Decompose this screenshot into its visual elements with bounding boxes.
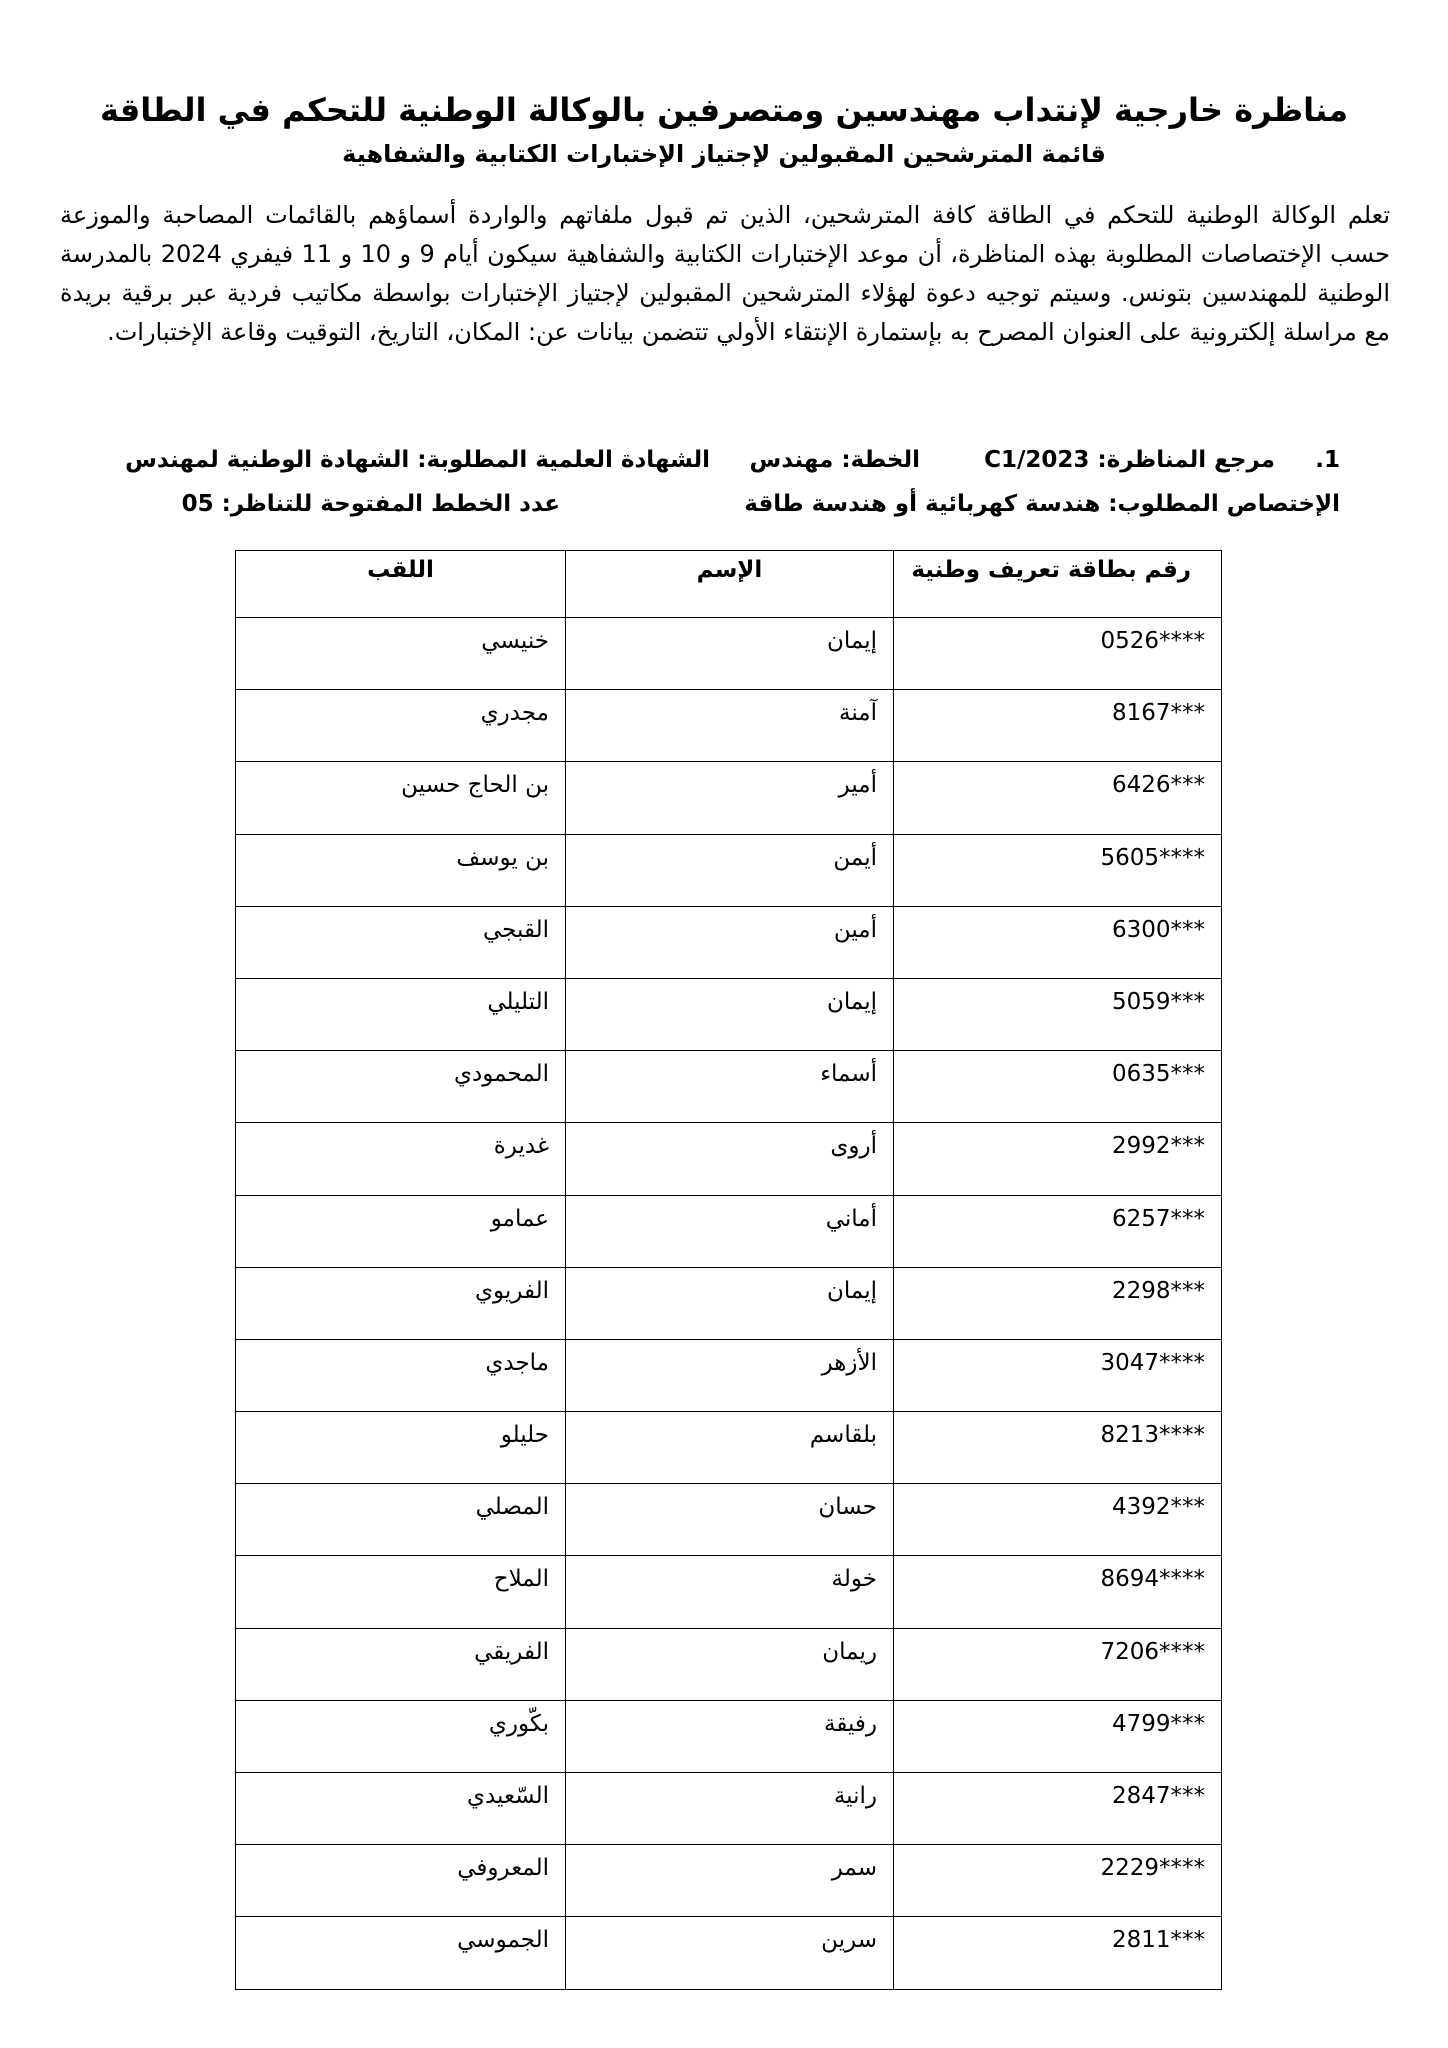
cell-id: 0635*** [894, 1051, 1222, 1123]
table-row [236, 1339, 1222, 1411]
cell-name: أروى [566, 1123, 894, 1195]
page-subtitle: قائمة المترشحين المقبولين لإجتياز الإختبارات الكتابية والشفاهية [342, 140, 1106, 168]
cell-surname: الجموسي [236, 1917, 566, 1989]
cell-name: أمين [566, 906, 894, 978]
cell-name: رفيقة [566, 1700, 894, 1772]
cell-name: إيمان [566, 978, 894, 1050]
cell-id: 8213**** [894, 1412, 1222, 1484]
cell-name: خولة [566, 1556, 894, 1628]
table-row [236, 834, 1222, 906]
table-row [236, 1051, 1222, 1123]
competition-info-row-1 [60, 442, 1370, 478]
cell-name: رانية [566, 1773, 894, 1845]
open-positions: عدد الخطط المفتوحة للتناظر: 05 [181, 491, 560, 517]
cell-id: 2229**** [894, 1845, 1222, 1917]
cell-surname: غديرة [236, 1123, 566, 1195]
cell-name: حسان [566, 1484, 894, 1556]
cell-surname: الفريوي [236, 1267, 566, 1339]
competition-plan: الخطة: مهندس [749, 447, 920, 473]
table-row [236, 906, 1222, 978]
table-header-row [236, 551, 1222, 618]
cell-id: 6257*** [894, 1195, 1222, 1267]
cell-surname: التليلي [236, 978, 566, 1050]
cell-name: إيمان [566, 618, 894, 690]
page-title: مناظرة خارجية لإنتداب مهندسين ومتصرفين بالوكالة الوطنية للتحكم في الطاقة [99, 91, 1349, 129]
table-row [236, 1845, 1222, 1917]
table-row [236, 1123, 1222, 1195]
intro-paragraph: تعلم الوكالة الوطنية للتحكم في الطاقة كافة المترشحين، الذين تم قبول ملفاتهم والواردة أسماؤهم بالقائمات المصاحبة والموزعة حسب الإختصاصات المطلوبة بهذه المناظرة، أن موعد الإختبارات الكتابية والشفاهية سيكون أيام 9 و 10 و 11 فيفري 2024 بالمدرسة الوطنية للمهندسين بتونس. وسيتم توجيه دعوة لهؤلاء المترشحين المقبولين لإجتياز الإختبارات بواسطة مكاتيب فردية عبر برقية بريدة مع مراسلة إلكترونية على العنوان المصرح به بإستمارة الإنتقاء الأولي تتضمن بيانات عن: المكان، التاريخ، التوقيت وقاعة الإختبارات. [60, 201, 1390, 346]
competition-reference: مرجع المناظرة: C1/2023 [984, 447, 1275, 473]
cell-id: 6300*** [894, 906, 1222, 978]
cell-surname: السّعيدي [236, 1773, 566, 1845]
cell-name: ريمان [566, 1628, 894, 1700]
table-row [236, 1700, 1222, 1772]
table-row [236, 618, 1222, 690]
cell-id: 3047**** [894, 1339, 1222, 1411]
table-row [236, 1195, 1222, 1267]
table-row [236, 1628, 1222, 1700]
cell-id: 2298*** [894, 1267, 1222, 1339]
header-name: الإسم [566, 551, 894, 618]
cell-id: 2992*** [894, 1123, 1222, 1195]
cell-id: 7206**** [894, 1628, 1222, 1700]
cell-surname: عمامو [236, 1195, 566, 1267]
required-specialty: الإختصاص المطلوب: هندسة كهربائية أو هندسة طاقة [744, 491, 1340, 517]
cell-surname: حليلو [236, 1412, 566, 1484]
cell-name: إيمان [566, 1267, 894, 1339]
cell-surname: مجدري [236, 690, 566, 762]
cell-name: أمير [566, 762, 894, 834]
cell-surname: المعروفي [236, 1845, 566, 1917]
table-row [236, 978, 1222, 1050]
section-number: 1. [1315, 447, 1340, 473]
cell-id: 5605**** [894, 834, 1222, 906]
cell-surname: الفريقي [236, 1628, 566, 1700]
candidates-table [235, 550, 1222, 1990]
cell-surname: المصلي [236, 1484, 566, 1556]
cell-id: 6426*** [894, 762, 1222, 834]
table-row [236, 1484, 1222, 1556]
cell-surname: بكّوري [236, 1700, 566, 1772]
cell-surname: بن الحاج حسين [236, 762, 566, 834]
cell-id: 2811*** [894, 1917, 1222, 1989]
required-diploma: الشهادة العلمية المطلوبة: الشهادة الوطنية لمهندس [125, 447, 710, 473]
cell-name: أيمن [566, 834, 894, 906]
competition-info-row-2 [60, 486, 1370, 522]
table-body [236, 618, 1222, 1990]
cell-id: 4392*** [894, 1484, 1222, 1556]
cell-name: سرين [566, 1917, 894, 1989]
table-row [236, 762, 1222, 834]
cell-id: 0526**** [894, 618, 1222, 690]
cell-id: 5059*** [894, 978, 1222, 1050]
cell-id: 8694**** [894, 1556, 1222, 1628]
cell-name: بلقاسم [566, 1412, 894, 1484]
cell-id: 8167*** [894, 690, 1222, 762]
cell-id: 2847*** [894, 1773, 1222, 1845]
cell-name: آمنة [566, 690, 894, 762]
cell-surname: خنيسي [236, 618, 566, 690]
cell-surname: الملاح [236, 1556, 566, 1628]
table-row [236, 1412, 1222, 1484]
table-row [236, 1556, 1222, 1628]
header-id: رقم بطاقة تعريف وطنية [894, 551, 1222, 618]
cell-id: 4799*** [894, 1700, 1222, 1772]
cell-name: سمر [566, 1845, 894, 1917]
cell-surname: بن يوسف [236, 834, 566, 906]
cell-surname: القبجي [236, 906, 566, 978]
cell-surname: ماجدي [236, 1339, 566, 1411]
table-row [236, 690, 1222, 762]
cell-name: الأزهر [566, 1339, 894, 1411]
cell-surname: المحمودي [236, 1051, 566, 1123]
table-row [236, 1773, 1222, 1845]
header-surname: اللقب [236, 551, 566, 618]
cell-name: أماني [566, 1195, 894, 1267]
table-row [236, 1267, 1222, 1339]
cell-name: أسماء [566, 1051, 894, 1123]
table-row [236, 1917, 1222, 1989]
